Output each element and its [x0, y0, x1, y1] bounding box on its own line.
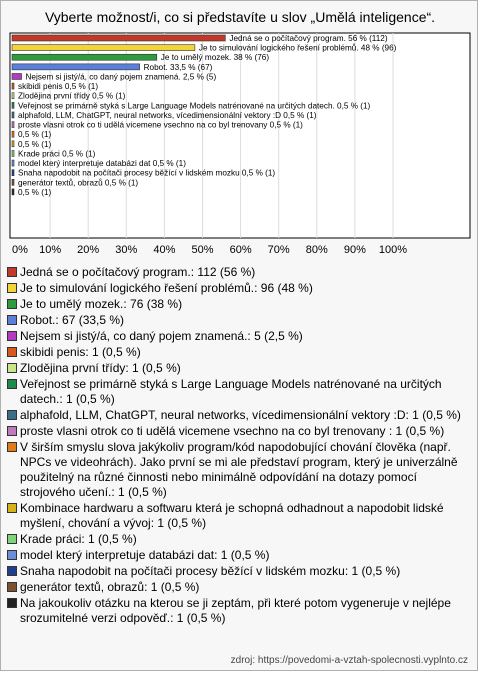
legend-item: [7, 361, 469, 376]
legend: [7, 265, 469, 627]
bar: [12, 73, 22, 79]
bar-label: model který interpretuje databázi dat 0,5 % (1): [18, 159, 186, 169]
x-tick-label: 30%: [115, 244, 138, 256]
legend-label: model který interpretuje databázi dat: 1 (0,5 %): [20, 548, 270, 562]
bar-chart: [0, 0, 480, 262]
bar: [12, 54, 157, 60]
x-tick-label: 0%: [12, 244, 28, 256]
legend-label: V širším smyslu slova jakýkoliv program/kód napodobující chování člověka (např. NPCs ve videohrách). Jako první se mi ale představí program, který je univerzálně použitelný na různé činnosti nebo minimálně odpovídání na dotazy pomocí strojového učení.: 1 (0,5 %): [20, 440, 458, 499]
x-tick-label: 90%: [343, 244, 366, 256]
legend-label: Zlodějina první třídy: 1 (0,5 %): [20, 361, 181, 375]
legend-item: [7, 501, 469, 531]
chart-title: Vyberte možnost/i, co si představíte u slov „Umělá inteligence“.: [44, 9, 436, 25]
legend-swatch: [7, 534, 17, 544]
bar-label: 0,5 % (1): [18, 130, 52, 140]
x-tick-label: 60%: [229, 244, 252, 256]
bar: [12, 160, 14, 166]
legend-label: generátor textů, obrazů: 1 (0,5 %): [20, 580, 200, 594]
legend-label: Jedná se o počítačový program.: 112 (56 %): [20, 265, 256, 279]
legend-swatch: [7, 331, 17, 341]
legend-swatch: [7, 315, 17, 325]
legend-label: Veřejnost se primárně styká s Large Language Models natrénované na určitých datech.: 1 (0,5 %): [20, 377, 442, 406]
bar: [12, 102, 14, 108]
x-tick-label: 80%: [305, 244, 328, 256]
x-tick-label: 70%: [267, 244, 290, 256]
bar-label: skibidi penis 0,5 % (1): [18, 82, 99, 92]
legend-swatch: [7, 426, 17, 436]
legend-item: [7, 440, 469, 500]
bar: [12, 170, 14, 176]
legend-label: Na jakoukoliv otázku na kterou se ji zeptám, při které potom vygeneruje v nejlépe srozumitelné verzi odpověď.: 1 (0,5 %): [20, 596, 451, 625]
bar-label: Snaha napodobit na počítači procesy běžící v lidském mozku 0,5 % (1): [18, 168, 276, 178]
legend-item: [7, 281, 469, 296]
legend-swatch: [7, 442, 17, 452]
legend-swatch: [7, 299, 17, 309]
legend-label: proste vlasni otrok co ti udělá vicemene vsechno na co byl trenovany : 1 (0,5 %): [20, 424, 445, 438]
x-tick-label: 10%: [39, 244, 62, 256]
bar: [12, 83, 14, 89]
legend-swatch: [7, 267, 17, 277]
x-tick-label: 100%: [378, 244, 408, 256]
x-tick-label: 50%: [191, 244, 214, 256]
legend-swatch: [7, 582, 17, 592]
bar: [12, 35, 225, 41]
legend-label: Nejsem si jistý/á, co daný pojem znamená.: 5 (2,5 %): [20, 329, 303, 343]
bar-label: Je to simulování logického řešení problémů. 48 % (96): [198, 43, 397, 53]
legend-item: [7, 564, 469, 579]
bar-label: 0,5 % (1): [18, 187, 52, 197]
bar: [12, 64, 140, 70]
legend-label: skibidi penis: 1 (0,5 %): [20, 345, 141, 359]
legend-item: [7, 596, 469, 626]
x-tick-label: 20%: [77, 244, 100, 256]
bar: [12, 189, 14, 195]
legend-item: [7, 345, 469, 360]
bar-label: Zlodějina první třídy 0,5 % (1): [18, 91, 126, 101]
legend-item: [7, 580, 469, 595]
legend-item: [7, 297, 469, 312]
legend-item: [7, 532, 469, 547]
bar-label: Robot. 33,5 % (67): [143, 62, 213, 72]
legend-swatch: [7, 503, 17, 513]
bar-label: proste vlasni otrok co ti udělá vicemene vsechno na co byl trenovany 0,5 % (1): [18, 120, 303, 130]
bar: [12, 179, 14, 185]
legend-swatch: [7, 550, 17, 560]
legend-item: [7, 377, 469, 407]
bar-label: Krade práci 0,5 % (1): [18, 149, 96, 159]
legend-label: Robot.: 67 (33,5 %): [20, 313, 125, 327]
legend-label: Je to umělý mozek.: 76 (38 %): [20, 297, 183, 311]
source-footer: zdroj: https://povedomi-a-vztah-spolecnosti.vyplnto.cz: [230, 655, 468, 666]
legend-item: [7, 548, 469, 563]
legend-swatch: [7, 566, 17, 576]
legend-swatch: [7, 410, 17, 420]
legend-label: Krade práci: 1 (0,5 %): [20, 532, 137, 546]
bar-label: 0,5 % (1): [18, 139, 52, 149]
bar-label: generátor textů, obrazů 0,5 % (1): [18, 178, 139, 188]
legend-label: Kombinace hardwaru a softwaru která je schopná odhadnout a napodobit lidské myšlení, chování a vývoj: 1 (0,5 %): [20, 501, 444, 530]
legend-item: [7, 424, 469, 439]
legend-swatch: [7, 363, 17, 373]
legend-item: [7, 408, 469, 423]
legend-swatch: [7, 598, 17, 608]
legend-swatch: [7, 283, 17, 293]
bar: [12, 150, 14, 156]
legend-label: Snaha napodobit na počítači procesy běžící v lidském mozku: 1 (0,5 %): [20, 564, 401, 578]
legend-label: alphafold, LLM, ChatGPT, neural networks, vícedimensionální vektory :D: 1 (0,5 %): [20, 408, 461, 422]
bar: [12, 93, 14, 99]
legend-item: [7, 329, 469, 344]
bar-label: Veřejnost se primárně styká s Large Language Models natrénované na určitých datech. 0,5 % (1): [18, 101, 371, 111]
legend-item: [7, 313, 469, 328]
bar-label: Je to umělý mozek. 38 % (76): [160, 53, 270, 63]
bar: [12, 141, 14, 147]
bar: [12, 112, 14, 118]
bar: [12, 122, 14, 128]
legend-swatch: [7, 347, 17, 357]
bar: [12, 45, 195, 51]
bar: [12, 131, 14, 137]
bar-label: alphafold, LLM, ChatGPT, neural networks, vícedimensionální vektory :D 0,5 % (1): [18, 110, 317, 120]
x-tick-label: 40%: [153, 244, 176, 256]
bar-label: Jedná se o počítačový program. 56 % (112): [229, 34, 388, 43]
legend-label: Je to simulování logického řešení problémů.: 96 (48 %): [20, 281, 313, 295]
legend-item: [7, 265, 469, 280]
bar-label: Nejsem si jistý/á, co daný pojem znamená. 2,5 % (5): [25, 72, 217, 82]
legend-swatch: [7, 379, 17, 389]
